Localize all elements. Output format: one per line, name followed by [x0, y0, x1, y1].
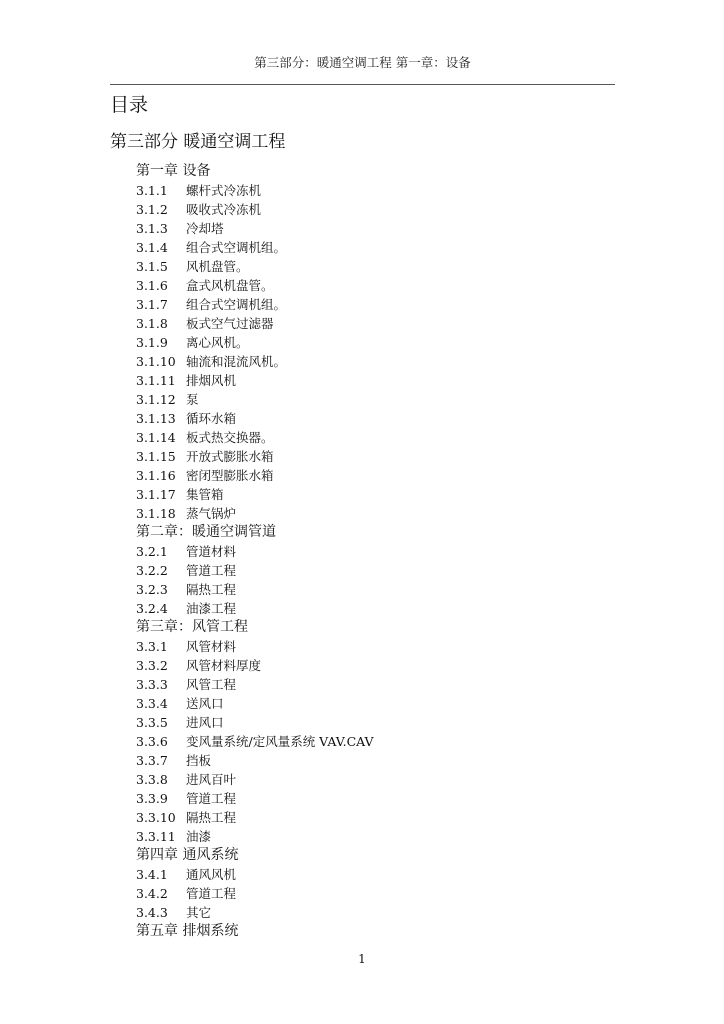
section-number: 3.1.15: [136, 449, 176, 464]
toc-title: 目录: [110, 94, 149, 116]
section-number: 3.3.3: [136, 677, 168, 692]
section-label: 其它: [186, 905, 212, 920]
toc-section-entry: [0, 257, 724, 276]
toc-section-entry: [0, 276, 724, 295]
section-label: 盒式风机盘管。: [186, 278, 274, 293]
section-number: 3.3.9: [136, 791, 168, 806]
toc-chapter-entry: [0, 618, 724, 637]
section-label: 螺杆式冷冻机: [186, 183, 262, 198]
toc-section-entry: [0, 333, 724, 352]
section-number: 3.3.4: [136, 696, 168, 711]
section-number: 3.3.6: [136, 734, 168, 749]
section-label: 循环水箱: [186, 411, 237, 426]
chapter-title: 第二章：暖通空调管道: [136, 524, 276, 540]
section-number: 3.1.8: [136, 316, 168, 331]
section-number: 3.1.18: [136, 506, 176, 521]
section-number: 3.3.11: [136, 829, 176, 844]
section-label: 管道工程: [186, 886, 237, 901]
toc-chapter-entry: [0, 846, 724, 865]
toc-section-entry: [0, 542, 724, 561]
section-label: 冷却塔: [186, 221, 224, 236]
section-number: 3.3.2: [136, 658, 168, 673]
toc-section-entry: [0, 485, 724, 504]
section-label: 泵: [186, 392, 199, 407]
section-number: 3.1.10: [136, 354, 176, 369]
section-number: 3.3.10: [136, 810, 176, 825]
section-label: 吸收式冷冻机: [186, 202, 262, 217]
section-number: 3.1.6: [136, 278, 168, 293]
toc-section-entry: [0, 314, 724, 333]
header-divider: [110, 84, 615, 85]
toc-section-entry: [0, 865, 724, 884]
toc-section-entry: [0, 561, 724, 580]
toc-section-entry: [0, 371, 724, 390]
section-label: 通风风机: [186, 867, 237, 882]
toc-section-entry: [0, 295, 724, 314]
section-number: 3.1.2: [136, 202, 168, 217]
toc-chapter-entry: [0, 523, 724, 542]
section-label: 油漆: [186, 829, 212, 844]
toc-section-entry: [0, 694, 724, 713]
section-number: 3.3.8: [136, 772, 168, 787]
section-label: 密闭型膨胀水箱: [186, 468, 274, 483]
toc-section-entry: [0, 200, 724, 219]
section-number: 3.1.11: [136, 373, 176, 388]
section-number: 3.2.4: [136, 601, 168, 616]
toc-section-entry: [0, 713, 724, 732]
section-number: 3.1.1: [136, 183, 168, 198]
toc-section-entry: [0, 219, 724, 238]
toc-list: [0, 162, 724, 941]
chapter-title: 第三章：风管工程: [136, 619, 248, 635]
toc-section-entry: [0, 390, 724, 409]
section-label: 离心风机。: [186, 335, 249, 350]
toc-section-entry: [0, 352, 724, 371]
section-number: 3.4.3: [136, 905, 168, 920]
chapter-title: 第四章 通风系统: [136, 847, 239, 863]
section-number: 3.1.14: [136, 430, 176, 445]
toc-chapter-entry: [0, 162, 724, 181]
toc-section-entry: [0, 504, 724, 523]
section-label: 组合式空调机组。: [186, 240, 287, 255]
section-label: 隔热工程: [186, 810, 237, 825]
section-number: 3.2.3: [136, 582, 168, 597]
toc-section-entry: [0, 675, 724, 694]
toc-section-entry: [0, 637, 724, 656]
section-number: 3.1.5: [136, 259, 168, 274]
section-label: 风管材料: [186, 639, 237, 654]
section-label: 板式热交换器。: [186, 430, 274, 445]
section-number: 3.4.2: [136, 886, 168, 901]
section-label: 轴流和混流风机。: [186, 354, 287, 369]
section-label: 管道工程: [186, 791, 237, 806]
section-number: 3.2.1: [136, 544, 168, 559]
section-label: 风管工程: [186, 677, 237, 692]
section-label: 集管箱: [186, 487, 224, 502]
section-label: 变风量系统/定风量系统 VAV.CAV: [186, 734, 374, 749]
section-number: 3.1.4: [136, 240, 168, 255]
toc-section-entry: [0, 808, 724, 827]
section-number: 3.3.7: [136, 753, 168, 768]
chapter-title: 第一章 设备: [136, 163, 211, 179]
section-number: 3.1.7: [136, 297, 168, 312]
toc-section-entry: [0, 447, 724, 466]
section-label: 挡板: [186, 753, 212, 768]
section-label: 风机盘管。: [186, 259, 249, 274]
toc-section-entry: [0, 884, 724, 903]
section-label: 管道工程: [186, 563, 237, 578]
chapter-title: 第五章 排烟系统: [136, 923, 239, 939]
section-label: 进风百叶: [186, 772, 237, 787]
toc-section-entry: [0, 789, 724, 808]
section-label: 管道材料: [186, 544, 237, 559]
toc-section-entry: [0, 903, 724, 922]
toc-section-entry: [0, 238, 724, 257]
toc-section-entry: [0, 751, 724, 770]
toc-section-entry: [0, 656, 724, 675]
section-number: 3.1.16: [136, 468, 176, 483]
section-number: 3.3.5: [136, 715, 168, 730]
section-number: 3.2.2: [136, 563, 168, 578]
section-label: 排烟风机: [186, 373, 237, 388]
toc-section-entry: [0, 409, 724, 428]
section-label: 油漆工程: [186, 601, 237, 616]
toc-chapter-entry: [0, 922, 724, 941]
section-number: 3.1.12: [136, 392, 176, 407]
toc-section-entry: [0, 770, 724, 789]
section-label: 隔热工程: [186, 582, 237, 597]
toc-section-entry: [0, 428, 724, 447]
section-number: 3.3.1: [136, 639, 168, 654]
toc-section-entry: [0, 466, 724, 485]
section-label: 蒸气锅炉: [186, 506, 237, 521]
section-label: 进风口: [186, 715, 224, 730]
section-label: 风管材料厚度: [186, 658, 262, 673]
section-number: 3.4.1: [136, 867, 168, 882]
section-number: 3.1.9: [136, 335, 168, 350]
toc-section-entry: [0, 181, 724, 200]
toc-section-entry: [0, 827, 724, 846]
toc-section-entry: [0, 580, 724, 599]
section-number: 3.1.13: [136, 411, 176, 426]
running-header: 第三部分：暖通空调工程 第一章：设备: [254, 55, 471, 70]
section-label: 组合式空调机组。: [186, 297, 287, 312]
section-label: 开放式膨胀水箱: [186, 449, 274, 464]
section-number: 3.1.3: [136, 221, 168, 236]
section-label: 板式空气过滤器: [186, 316, 274, 331]
section-label: 送风口: [186, 696, 224, 711]
page-number: 1: [358, 952, 366, 966]
part-title: 第三部分 暖通空调工程: [110, 132, 286, 152]
toc-section-entry: [0, 599, 724, 618]
section-number: 3.1.17: [136, 487, 176, 502]
toc-section-entry: [0, 732, 724, 751]
